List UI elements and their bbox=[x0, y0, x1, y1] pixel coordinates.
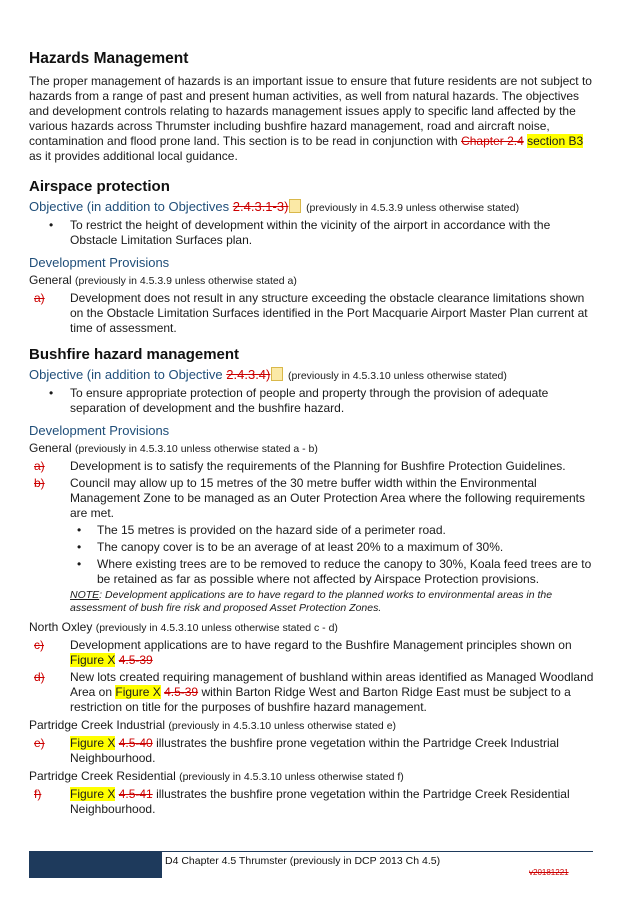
sub-list-item: • The 15 metres is provided on the hazard side of a perimeter road. bbox=[77, 523, 446, 537]
list-item: f) Figure X 4.5-41 illustrates the bushfire prone vegetation within the Partridge Creek Residential Neighbourhood. bbox=[34, 787, 570, 816]
bullet-icon: • bbox=[77, 523, 82, 537]
footer-version: v20181221 bbox=[529, 868, 569, 877]
list-item: b) Council may allow up to 15 metres of the 30 metre buffer width within the Environmental Management Zone to be managed as an Outer Protection Area where the following requirements are met. bbox=[34, 476, 585, 520]
airspace-dev-provisions-heading: Development Provisions bbox=[29, 255, 170, 270]
list-item: • To ensure appropriate protection of people and property through the provision of adequate separation of development and the bushfire hazard. bbox=[49, 386, 549, 415]
deleted-reference: Chapter 2.4 bbox=[461, 134, 524, 148]
document-page bbox=[29, 50, 595, 819]
footer-divider bbox=[162, 851, 593, 852]
bullet-icon: • bbox=[77, 540, 82, 554]
bullet-icon: • bbox=[49, 386, 54, 400]
list-item: d) New lots created requiring management of bushland within areas identified as Managed Woodland Area on Figure X 4.5-39 within Barton Ridge West and Barton Ridge East must be subject to a restriction on title for the purposes of bushfire hazard management. bbox=[34, 670, 594, 714]
bullet-icon: • bbox=[49, 218, 54, 232]
sub-list-item: • Where existing trees are to be removed to reduce the canopy to 30%, Koala feed trees are to be retained as far as possible where not affected by Airspace Protection provisions. bbox=[77, 557, 592, 586]
bushfire-title: Bushfire hazard management bbox=[29, 346, 240, 363]
bullet-icon: • bbox=[77, 557, 82, 571]
list-item: c) Development applications are to have regard to the Bushfire Management principles shown on Figure X 4.5-39 bbox=[34, 638, 572, 667]
partridge-residential-heading: Partridge Creek Residential (previously in 4.5.3.10 unless otherwise stated f) bbox=[29, 769, 404, 783]
item-letter: a) bbox=[34, 291, 45, 305]
list-item: • To restrict the height of development within the vicinity of the airport in accordance with the Obstacle Limitation Surfaces plan. bbox=[49, 218, 551, 247]
airspace-general-heading: General (previously in 4.5.3.9 unless otherwise stated a) bbox=[29, 273, 297, 287]
airspace-title: Airspace protection bbox=[29, 178, 170, 195]
list-item: e) Figure X 4.5-40 illustrates the bushfire prone vegetation within the Partridge Creek Industrial Neighbourhood. bbox=[34, 736, 559, 765]
bushfire-objective: Objective (in addition to Objective 2.4.3.4) (previously in 4.5.3.10 unless otherwise stated) bbox=[29, 367, 507, 382]
airspace-objective: Objective (in addition to Objectives 2.4.3.1-3) (previously in 4.5.3.9 unless otherwise stated) bbox=[29, 199, 520, 214]
list-item: a) Development is to satisfy the requirements of the Planning for Bushfire Protection Guidelines. bbox=[34, 459, 566, 473]
note-text: NOTE: Development applications are to have regard to the planned works to environmental areas in the assessment of bush fire risk and proposed Asset Protection Zones. bbox=[70, 589, 553, 614]
comment-marker-icon[interactable] bbox=[271, 367, 283, 381]
north-oxley-heading: North Oxley (previously in 4.5.3.10 unless otherwise stated c - d) bbox=[29, 620, 338, 634]
highlighted-reference: section B3 bbox=[527, 134, 584, 148]
sub-list-item: • The canopy cover is to be an average of at least 20% to a maximum of 30%. bbox=[77, 540, 504, 554]
comment-marker-icon[interactable] bbox=[289, 199, 301, 213]
bushfire-general-heading: General (previously in 4.5.3.10 unless otherwise stated a - b) bbox=[29, 441, 318, 455]
hazards-title: Hazards Management bbox=[29, 50, 189, 67]
footer-title: D4 Chapter 4.5 Thrumster (previously in DCP 2013 Ch 4.5) bbox=[165, 855, 441, 867]
bushfire-dev-provisions-heading: Development Provisions bbox=[29, 423, 170, 438]
footer-bar bbox=[29, 851, 162, 878]
list-item: a) Development does not result in any structure exceeding the obstacle clearance limitations shown on the Obstacle Limitation Surfaces identified in the Port Macquarie Airport Master Plan current at time of assessment. bbox=[34, 291, 588, 335]
hazards-paragraph: The proper management of hazards is an important issue to ensure that future residents are not subject to hazards from a range of past and present human activities, as well from natural hazards. The objectives and development controls relating to hazards management issues apply to specific land affected by the various hazards across Thrumster including bushfire hazard management, road and aircraft noise, contamination and flood prone land. This section is to be read in conjunction with Chapter 2.4 section B3 as it provides additional local guidance. bbox=[29, 74, 592, 163]
partridge-industrial-heading: Partridge Creek Industrial (previously in 4.5.3.10 unless otherwise stated e) bbox=[29, 718, 397, 732]
